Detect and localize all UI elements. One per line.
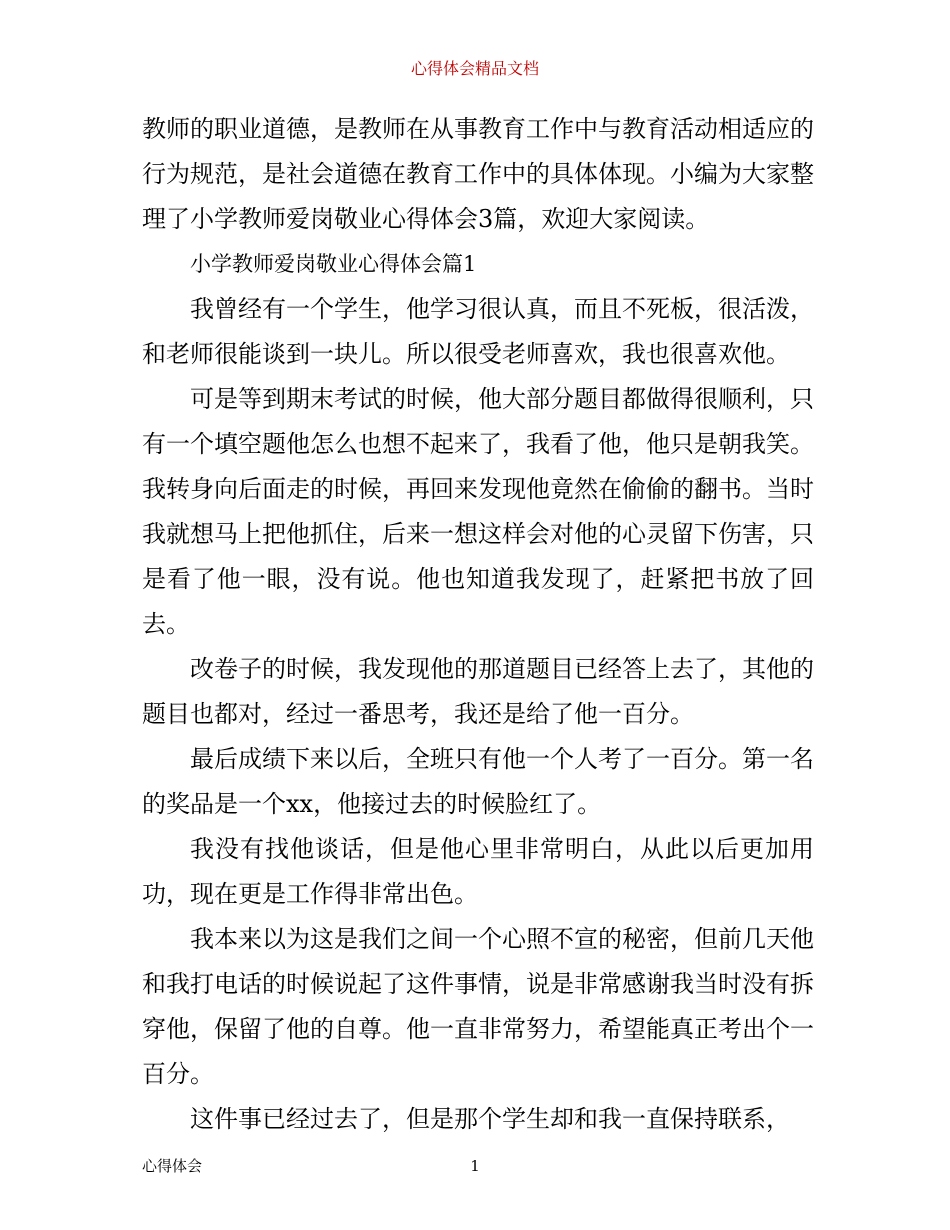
intro-paragraph: 教师的职业道德，是教师在从事教育工作中与教育活动相适应的行为规范，是社会道德在教育工作中的具体体现。小编为大家整理了小学教师爱岗敬业心得体会3篇，欢迎大家阅读。 xyxy=(142,115,814,233)
footer-label: 心得体会 xyxy=(142,1157,203,1175)
header-title: 心得体会精品文档 xyxy=(410,59,539,78)
body-paragraph-5: 我没有找他谈话，但是他心里非常明白，从此以后更加用功，现在更是工作得非常出色。 xyxy=(142,835,814,908)
section-heading: 小学教师爱岗敬业心得体会篇1 xyxy=(190,252,477,276)
body-paragraph-2: 可是等到期末考试的时候，他大部分题目都做得很顺利，只有一个填空题他怎么也想不起来了，我看了他，他只是朝我笑。我转身向后面走的时候，再回来发现他竟然在偷偷的翻书。当时我就想马上把他抓住，后来一想这样会对他的心灵留下伤害，只是看了他一眼，没有说。他也知道我发现了，赶紧把书放了回去。 xyxy=(142,385,814,638)
page-number: 1 xyxy=(470,1157,480,1175)
body-paragraph-4: 最后成绩下来以后，全班只有他一个人考了一百分。第一名的奖品是一个xx，他接过去的时候脸红了。 xyxy=(142,745,814,818)
body-paragraph-1: 我曾经有一个学生，他学习很认真，而且不死板，很活泼，和老师很能谈到一块儿。所以很受老师喜欢，我也很喜欢他。 xyxy=(142,295,814,368)
body-paragraph-6: 我本来以为这是我们之间一个心照不宣的秘密，但前几天他和我打电话的时候说起了这件事情，说是非常感谢我当时没有拆穿他，保留了他的自尊。他一直非常努力，希望能真正考出个一百分。 xyxy=(142,925,814,1088)
document-body xyxy=(142,107,814,1142)
body-paragraph-3: 改卷子的时候，我发现他的那道题目已经答上去了，其他的题目也都对，经过一番思考，我还是给了他一百分。 xyxy=(142,655,814,728)
body-paragraph-7: 这件事已经过去了，但是那个学生却和我一直保持联系， xyxy=(190,1105,790,1133)
